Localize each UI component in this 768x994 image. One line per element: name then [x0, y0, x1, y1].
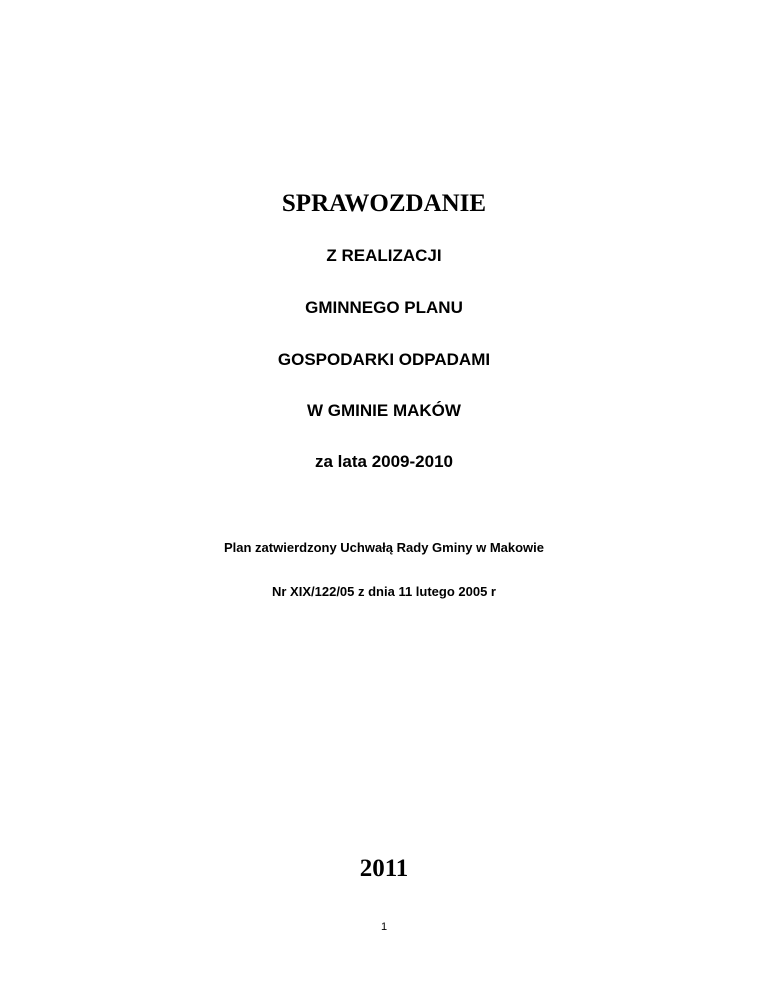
plan-approval-line: Plan zatwierdzony Uchwałą Rady Gminy w Makowie: [223, 540, 545, 555]
subtitle-period: za lata 2009-2010: [315, 452, 453, 471]
subtitle-line: W GMINIE MAKÓW: [307, 401, 461, 420]
subtitle-line: GMINNEGO PLANU: [305, 298, 463, 317]
document-title: SPRAWOZDANIE: [281, 190, 487, 217]
subtitle-line: Z REALIZACJI: [326, 246, 442, 265]
plan-resolution-number: Nr XIX/122/05 z dnia 11 lutego 2005 r: [272, 584, 496, 599]
subtitle-line: GOSPODARKI ODPADAMI: [277, 350, 491, 369]
document-year: 2011: [359, 855, 409, 882]
page-number: 1: [380, 921, 388, 933]
